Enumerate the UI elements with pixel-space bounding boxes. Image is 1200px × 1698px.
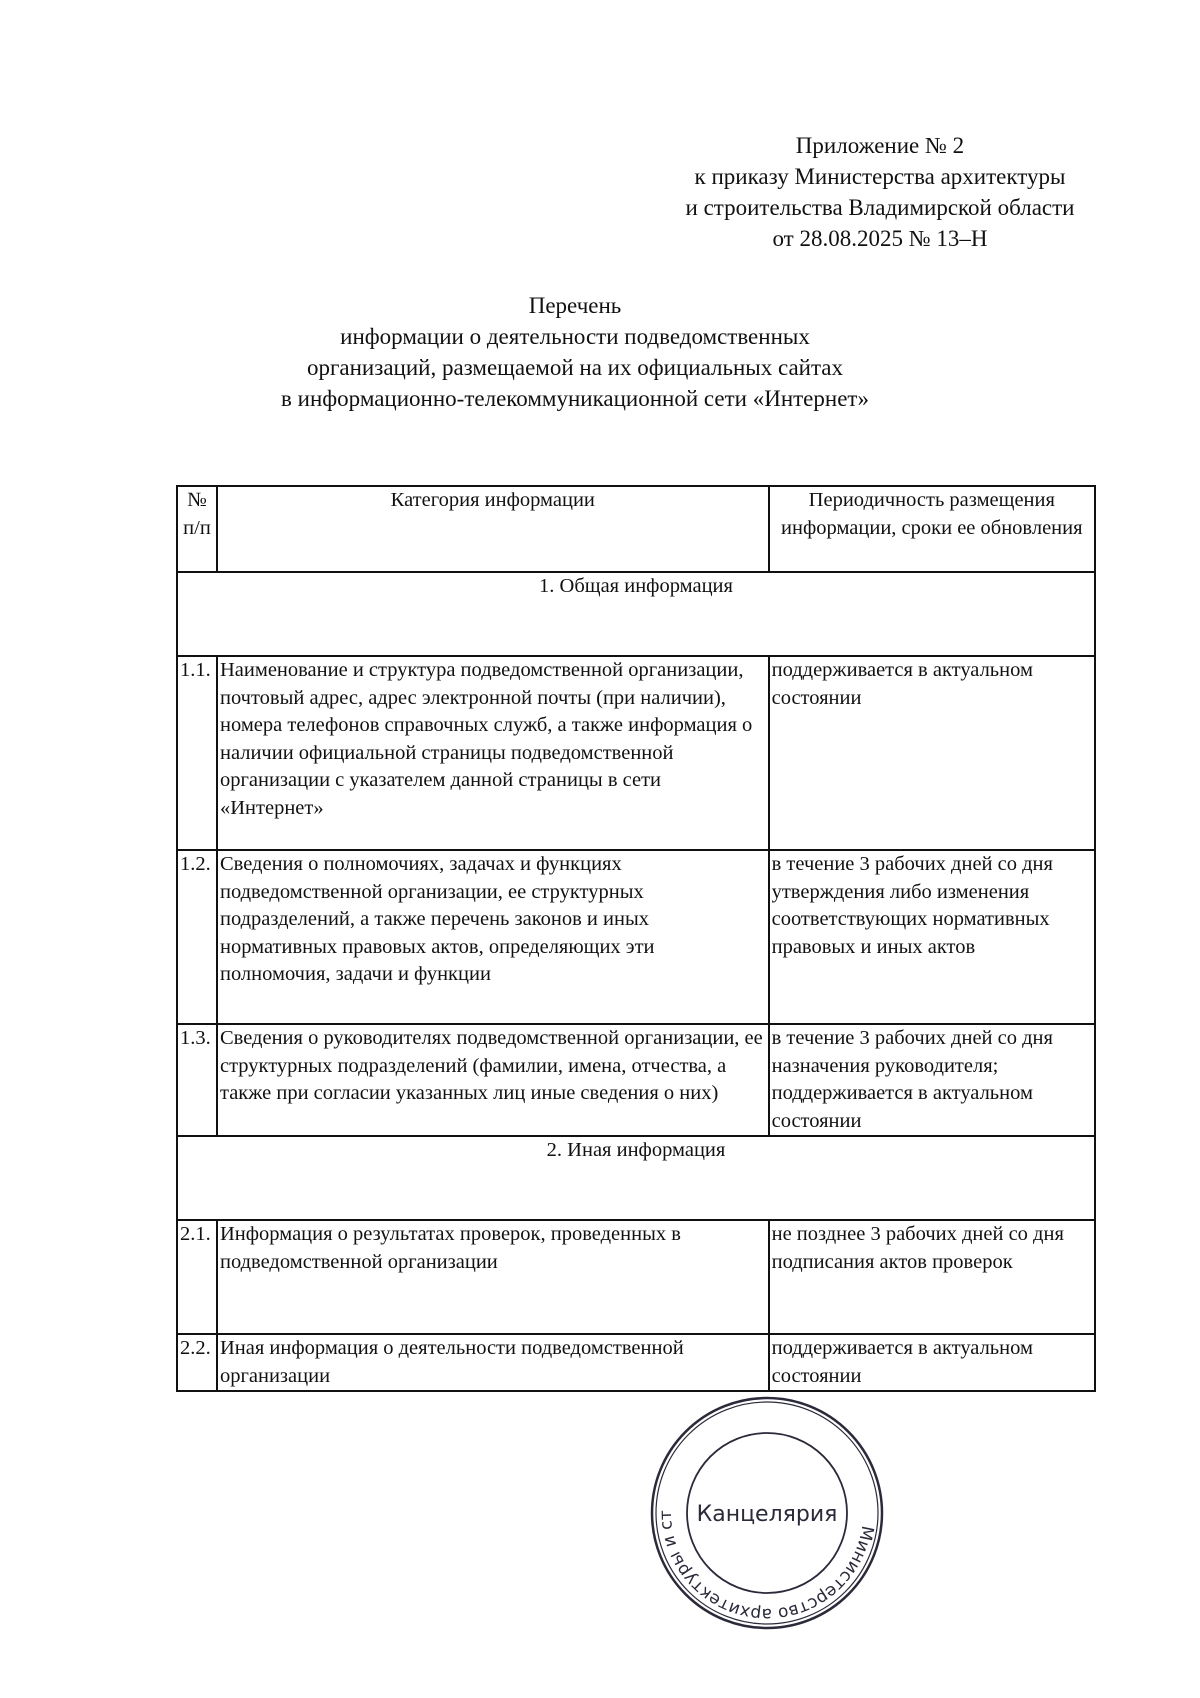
appendix-line: Приложение № 2 bbox=[795, 133, 965, 158]
header-period: Периодичность размещения информации, сроки ее обновления bbox=[769, 486, 1095, 572]
appendix-line: от 28.08.2025 № 13–Н bbox=[772, 226, 988, 251]
table-row bbox=[177, 1334, 1095, 1391]
document-title bbox=[170, 290, 980, 414]
appendix-line: к приказу Министерства архитектуры bbox=[694, 164, 1066, 189]
row-period: не позднее 3 рабочих дней со дня подписания актов проверок bbox=[769, 1220, 1095, 1334]
office-stamp bbox=[647, 1393, 887, 1633]
header-category: Категория информации bbox=[217, 486, 769, 572]
table-row bbox=[177, 850, 1095, 1024]
table-row bbox=[177, 1220, 1095, 1334]
table-row bbox=[177, 656, 1095, 850]
title-line: организаций, размещаемой на их официальных сайтах bbox=[306, 355, 844, 380]
row-category: Сведения о полномочиях, задачах и функциях подведомственной организации, ее структурных подразделений, а также перечень законов и иных нормативных правовых актов, определяющих эти полномочия, задачи и функции bbox=[217, 850, 769, 1024]
row-num: 1.1. bbox=[177, 656, 217, 850]
row-period: в течение 3 рабочих дней со дня утверждения либо изменения соответствующих нормативных правовых и иных актов bbox=[769, 850, 1095, 1024]
section-row bbox=[177, 572, 1095, 656]
stamp-ring-textpath: Министерство архитектуры и ст bbox=[655, 1509, 878, 1625]
section-row bbox=[177, 1136, 1095, 1220]
title-line: в информационно-телекоммуникационной сети «Интернет» bbox=[281, 386, 869, 411]
row-num: 2.1. bbox=[177, 1220, 217, 1334]
appendix-header bbox=[600, 130, 1160, 254]
row-category: Иная информация о деятельности подведомственной организации bbox=[217, 1334, 769, 1391]
title-line: информации о деятельности подведомственных bbox=[340, 324, 810, 349]
section-title: 2. Иная информация bbox=[177, 1136, 1095, 1220]
appendix-line: и строительства Владимирской области bbox=[685, 195, 1075, 220]
row-num: 1.3. bbox=[177, 1024, 217, 1136]
stamp-center-text: Канцелярия bbox=[696, 1502, 838, 1527]
row-period: поддерживается в актуальном состоянии bbox=[769, 1334, 1095, 1391]
header-num: № п/п bbox=[177, 486, 217, 572]
row-num: 2.2. bbox=[177, 1334, 217, 1391]
table-header-row bbox=[177, 486, 1095, 572]
stamp-seal bbox=[647, 1393, 887, 1633]
row-category: Наименование и структура подведомственной организации, почтовый адрес, адрес электронной почты (при наличии), номера телефонов справочных служб, а также информация о наличии официальной страницы подведомственной организации с указателем данной страницы в сети «Интернет» bbox=[217, 656, 769, 850]
section-title: 1. Общая информация bbox=[177, 572, 1095, 656]
row-num: 1.2. bbox=[177, 850, 217, 1024]
row-period: в течение 3 рабочих дней со дня назначения руководителя; поддерживается в актуальном состоянии bbox=[769, 1024, 1095, 1136]
table-row bbox=[177, 1024, 1095, 1136]
title-line: Перечень bbox=[528, 293, 622, 318]
row-category: Информация о результатах проверок, проведенных в подведомственной организации bbox=[217, 1220, 769, 1334]
row-period: поддерживается в актуальном состоянии bbox=[769, 656, 1095, 850]
information-table bbox=[176, 485, 1096, 1392]
row-category: Сведения о руководителях подведомственной организации, ее структурных подразделений (фамилии, имена, отчества, а также при согласии указанных лиц иные сведения о них) bbox=[217, 1024, 769, 1136]
